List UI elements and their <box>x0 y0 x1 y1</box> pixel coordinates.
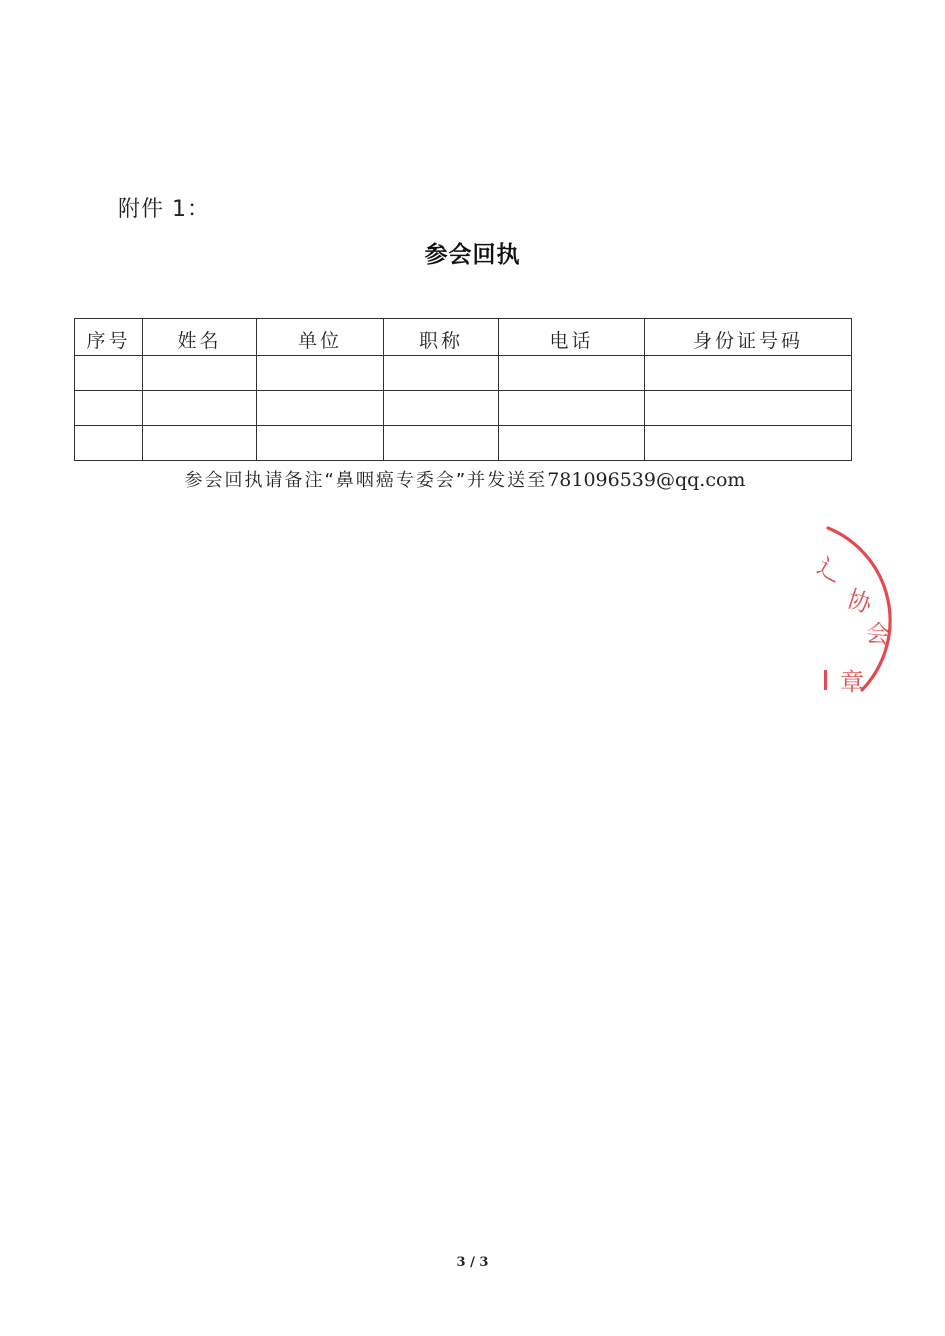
table-row <box>75 426 852 461</box>
header-id-number: 身份证号码 <box>645 319 852 356</box>
table-cell[interactable] <box>499 426 645 461</box>
submission-note <box>0 466 930 492</box>
official-seal-stamp <box>790 520 945 700</box>
table-cell[interactable] <box>645 356 852 391</box>
seal-char-zhang: 章 <box>840 668 864 696</box>
table-cell[interactable] <box>257 356 384 391</box>
table-cell[interactable] <box>257 391 384 426</box>
table-cell[interactable] <box>645 391 852 426</box>
table-cell[interactable] <box>499 356 645 391</box>
header-phone: 电话 <box>499 319 645 356</box>
page-number: 3 / 3 <box>456 1255 489 1270</box>
table-cell[interactable] <box>143 356 257 391</box>
table-cell[interactable] <box>257 426 384 461</box>
table-row <box>75 356 852 391</box>
table-cell[interactable] <box>75 426 143 461</box>
table-cell[interactable] <box>384 426 499 461</box>
seal-char-xie: 协 <box>843 584 876 619</box>
table-cell[interactable] <box>499 391 645 426</box>
table-header-row <box>75 319 852 356</box>
seal-char-hui: 会 <box>864 618 892 650</box>
receipt-table <box>74 318 852 461</box>
table-cell[interactable] <box>75 391 143 426</box>
header-title: 职称 <box>384 319 499 356</box>
note-email[interactable]: 781096539@qq.com <box>547 469 746 491</box>
table-row <box>75 391 852 426</box>
table-cell[interactable] <box>143 426 257 461</box>
table-cell[interactable] <box>384 356 499 391</box>
document-title: 参会回执 <box>424 242 521 268</box>
header-unit: 单位 <box>257 319 384 356</box>
table-cell[interactable] <box>645 426 852 461</box>
header-seq: 序号 <box>75 319 143 356</box>
header-name: 姓名 <box>143 319 257 356</box>
table-cell[interactable] <box>143 391 257 426</box>
table-cell[interactable] <box>384 391 499 426</box>
seal-char-stroke <box>824 670 827 690</box>
table-cell[interactable] <box>75 356 143 391</box>
note-text: 参会回执请备注“鼻咽癌专委会”并发送至 <box>184 470 548 491</box>
attachment-label: 附件 1： <box>118 197 210 222</box>
seal-char-fragment: ⻌ <box>812 552 848 588</box>
